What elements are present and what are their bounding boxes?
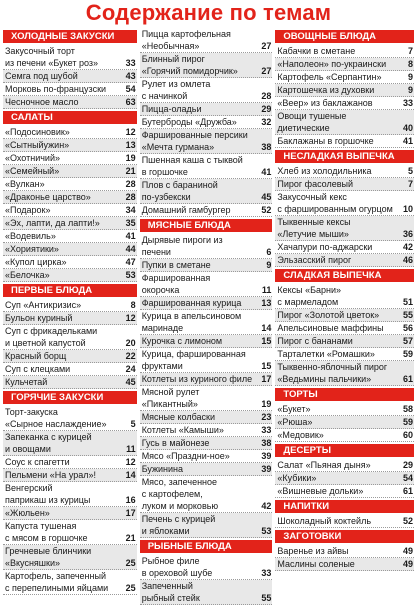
entry-title: Хачапури по-аджарски xyxy=(277,242,373,252)
contents-entry xyxy=(140,259,273,272)
entry-title: «Сытныйужин» xyxy=(5,140,70,150)
entry-title: «Хориятики» xyxy=(5,244,59,254)
entry-title: Бужинина xyxy=(141,464,184,474)
entry-page-number: 16 xyxy=(125,495,136,505)
entry-title: Котлеты из куриного филе xyxy=(141,374,253,384)
entry-title: Капуста тушеная с мясом в горшочке xyxy=(5,521,88,543)
entry-title: «Семейный» xyxy=(5,166,60,176)
contents-entry xyxy=(3,469,137,482)
entry-page-number: 49 xyxy=(402,546,413,556)
contents-entry xyxy=(3,269,137,282)
contents-entry xyxy=(275,515,414,528)
entry-page-number: 59 xyxy=(402,417,413,427)
entry-title: Гречневые блинчики «Вкусняшки» xyxy=(5,546,92,568)
entry-page-number: 28 xyxy=(125,179,136,189)
column-2 xyxy=(140,28,273,605)
contents-entry xyxy=(275,348,414,361)
contents-entry xyxy=(3,126,137,139)
contents-entry xyxy=(275,178,414,191)
entry-title: «Кубики» xyxy=(277,473,317,483)
entry-page-number: 11 xyxy=(126,444,136,454)
entry-page-number: 22 xyxy=(125,351,136,361)
entry-title: Тыквенные кексы «Летучие мыши» xyxy=(277,217,351,239)
entry-page-number: 24 xyxy=(125,364,136,374)
contents-entry xyxy=(275,254,414,267)
entry-title: «Букет» xyxy=(277,404,311,414)
entry-title: Кабачки в сметане xyxy=(277,46,356,56)
contents-entry xyxy=(3,204,137,217)
entry-title: Закусочный торт из печени «Букет роз» xyxy=(5,46,99,68)
entry-title: Мясо «Праздни-ное» xyxy=(141,451,230,461)
entry-title: Пельмени «На урал»! xyxy=(5,470,96,480)
entry-page-number: 11 xyxy=(261,285,272,295)
entry-title: «Купол цирка» xyxy=(5,257,67,267)
contents-entry xyxy=(140,348,273,373)
contents-entry xyxy=(3,165,137,178)
entry-page-number: 45 xyxy=(261,192,272,202)
entry-title: Суп с фрикадельками и цветной капустой xyxy=(5,326,98,348)
contents-entry xyxy=(3,570,137,595)
contents-entry xyxy=(3,139,137,152)
entry-page-number: 33 xyxy=(125,58,136,68)
contents-entry xyxy=(140,310,273,335)
entry-page-number: 47 xyxy=(125,257,136,267)
contents-entry xyxy=(275,472,414,485)
entry-page-number: 52 xyxy=(402,516,413,526)
contents-entry xyxy=(140,272,273,297)
contents-entry xyxy=(3,152,137,165)
contents-entry xyxy=(3,178,137,191)
entry-title: «Подарок» xyxy=(5,205,51,215)
entry-page-number: 20 xyxy=(125,338,136,348)
entry-title: Рулет из омлета с начинкой xyxy=(141,79,211,101)
entry-page-number: 52 xyxy=(261,205,272,215)
contents-entry xyxy=(3,350,137,363)
section-header: ХОЛОДНЫЕ ЗАКУСКИ xyxy=(3,30,137,43)
contents-entry xyxy=(140,335,273,348)
entry-title: Суп с клецками xyxy=(5,364,71,374)
entry-page-number: 44 xyxy=(125,244,136,254)
contents-entry xyxy=(3,545,137,570)
contents-entry xyxy=(3,256,137,269)
contents-entry xyxy=(140,28,273,53)
entry-title: Курица, фаршированная фруктами xyxy=(141,349,246,371)
entry-title: «Рюша» xyxy=(277,417,313,427)
contents-entry xyxy=(3,299,137,312)
contents-entry xyxy=(275,58,414,71)
entry-page-number: 28 xyxy=(125,192,136,202)
entry-page-number: 56 xyxy=(402,323,413,333)
section-header: ГОРЯЧИЕ ЗАКУСКИ xyxy=(3,391,137,404)
contents-entry xyxy=(3,363,137,376)
entry-title: Маслины соленые xyxy=(277,559,355,569)
entry-title: Мясной рулет «Пикантный» xyxy=(141,387,200,409)
entry-title: Запеканка с курицей и овощами xyxy=(5,432,92,454)
contents-entry xyxy=(3,217,137,230)
entry-title: Венгерский паприкаш из курицы xyxy=(5,483,91,505)
entry-page-number: 9 xyxy=(266,260,272,270)
entry-title: Котлеты «Камыши» xyxy=(141,425,224,435)
entry-title: Мясо, запеченное с картофелем, луком и морковью xyxy=(141,477,219,511)
entry-page-number: 33 xyxy=(261,568,272,578)
entry-title: Мясные колбаски xyxy=(141,412,216,422)
contents-entry xyxy=(3,376,137,389)
entry-page-number: 8 xyxy=(130,300,136,310)
entry-page-number: 13 xyxy=(261,298,272,308)
entry-title: Курица в апельсиновом маринаде xyxy=(141,311,242,333)
entry-page-number: 9 xyxy=(407,72,413,82)
entry-title: Гусь в майонезе xyxy=(141,438,210,448)
entry-page-number: 12 xyxy=(125,457,136,467)
contents-entry xyxy=(140,373,273,386)
entry-page-number: 21 xyxy=(125,166,136,176)
contents-entry xyxy=(140,103,273,116)
entry-page-number: 28 xyxy=(261,91,272,101)
entry-page-number: 10 xyxy=(402,204,413,214)
entry-title: «Подосиновик» xyxy=(5,127,70,137)
contents-entry xyxy=(140,78,273,103)
contents-entry xyxy=(3,45,137,70)
entry-page-number: 15 xyxy=(261,361,272,371)
entry-title: Хлеб из холодильника xyxy=(277,166,372,176)
entry-page-number: 40 xyxy=(402,123,413,133)
entry-page-number: 54 xyxy=(402,473,413,483)
entry-title: «Драконье царство» xyxy=(5,192,91,202)
contents-entry xyxy=(140,53,273,78)
entry-title: Домашний гамбургер xyxy=(141,205,231,215)
section-header: ПЕРВЫЕ БЛЮДА xyxy=(3,284,137,297)
entry-title: Тыквенно-яблочный пирог «Ведьмины пальчики» xyxy=(277,362,388,384)
contents-entry xyxy=(140,411,273,424)
entry-page-number: 43 xyxy=(125,71,136,81)
contents-entry xyxy=(275,361,414,386)
entry-title: Пирог «Золотой цветок» xyxy=(277,310,380,320)
contents-entry xyxy=(3,83,137,96)
entry-page-number: 59 xyxy=(402,349,413,359)
entry-page-number: 53 xyxy=(261,526,272,536)
entry-title: «Веер» из баклажанов xyxy=(277,98,373,108)
contents-entry xyxy=(3,482,137,507)
contents-entry xyxy=(275,284,414,309)
contents-entry xyxy=(275,97,414,110)
contents-entry xyxy=(275,191,414,216)
contents-entry xyxy=(3,431,137,456)
section-header: МЯСНЫЕ БЛЮДА xyxy=(140,219,273,232)
entry-page-number: 7 xyxy=(407,179,413,189)
section-header: НАПИТКИ xyxy=(275,500,414,513)
section-header: НЕСЛАДКАЯ ВЫПЕЧКА xyxy=(275,150,414,163)
column-3 xyxy=(275,28,414,605)
entry-title: Пицца-оладьи xyxy=(141,104,202,114)
entry-page-number: 29 xyxy=(402,460,413,470)
entry-title: Пупки в сметане xyxy=(141,260,211,270)
contents-entry xyxy=(140,476,273,513)
contents-entry xyxy=(140,234,273,259)
entry-page-number: 53 xyxy=(125,270,136,280)
contents-entry xyxy=(140,116,273,129)
entry-page-number: 5 xyxy=(130,419,136,429)
entry-page-number: 15 xyxy=(261,336,272,346)
contents-entry xyxy=(275,45,414,58)
entry-page-number: 9 xyxy=(407,85,413,95)
entry-title: Эльзасский пирог xyxy=(277,255,352,265)
entry-page-number: 39 xyxy=(261,464,272,474)
contents-entry xyxy=(275,71,414,84)
contents-entry xyxy=(3,70,137,83)
entry-title: Рыбное филе в ореховой шубе xyxy=(141,556,213,578)
contents-entry xyxy=(140,450,273,463)
entry-title: Картошечка из духовки xyxy=(277,85,375,95)
contents-entry xyxy=(275,241,414,254)
entry-page-number: 8 xyxy=(407,59,413,69)
entry-title: Овощи тушеные диетические xyxy=(277,111,347,133)
entry-page-number: 55 xyxy=(402,310,413,320)
entry-title: «Жюльен» xyxy=(5,508,50,518)
contents-entry xyxy=(275,135,414,148)
contents-entry xyxy=(275,485,414,498)
entry-page-number: 21 xyxy=(125,533,136,543)
contents-entry xyxy=(3,507,137,520)
entry-title: Закусочный кекс с фаршированным огурцом xyxy=(277,192,393,214)
entry-page-number: 5 xyxy=(407,166,413,176)
entry-title: «Медовик» xyxy=(277,430,324,440)
contents-entry xyxy=(275,403,414,416)
entry-page-number: 38 xyxy=(261,438,272,448)
contents-entry xyxy=(275,309,414,322)
entry-page-number: 54 xyxy=(125,84,136,94)
entry-title: Шоколадный коктейль xyxy=(277,516,372,526)
contents-entry xyxy=(3,312,137,325)
entry-page-number: 45 xyxy=(125,377,136,387)
section-header: ТОРТЫ xyxy=(275,388,414,401)
contents-columns xyxy=(3,28,414,605)
entry-title: Варенье из айвы xyxy=(277,546,349,556)
entry-page-number: 55 xyxy=(261,593,272,603)
entry-page-number: 14 xyxy=(261,323,272,333)
entry-title: Тарталетки «Ромашки» xyxy=(277,349,375,359)
section-header: СЛАДКАЯ ВЫПЕЧКА xyxy=(275,269,414,282)
contents-entry xyxy=(3,191,137,204)
entry-title: Пшенная каша с тыквой в горшочке xyxy=(141,155,243,177)
entry-title: Салат «Пьяная дыня» xyxy=(277,460,371,470)
contents-entry xyxy=(140,437,273,450)
entry-page-number: 38 xyxy=(261,142,272,152)
entry-title: Фаршированные персики «Мечта гурмана» xyxy=(141,130,248,152)
entry-page-number: 61 xyxy=(402,374,413,384)
page-title: Содержание по темам xyxy=(85,0,332,25)
entry-title: Кульчетай xyxy=(5,377,48,387)
entry-title: Апельсиновые маффины xyxy=(277,323,384,333)
entry-title: Бульон куриный xyxy=(5,313,73,323)
entry-title: Блинный пирог «Горячий помидорчик» xyxy=(141,54,238,76)
contents-entry xyxy=(3,406,137,431)
entry-title: Суп «Антикризис» xyxy=(5,300,82,310)
section-header: ДЕСЕРТЫ xyxy=(275,444,414,457)
contents-entry xyxy=(140,580,273,605)
contents-entry xyxy=(275,216,414,241)
entry-page-number: 7 xyxy=(407,46,413,56)
entry-page-number: 39 xyxy=(261,451,272,461)
entry-page-number: 33 xyxy=(261,425,272,435)
entry-title: Чесночное масло xyxy=(5,97,79,107)
entry-title: «Эх, лапти, да лапти!» xyxy=(5,218,100,228)
entry-title: Пирог фасолевый xyxy=(277,179,354,189)
entry-page-number: 19 xyxy=(125,153,136,163)
entry-title: Картофель «Серпантин» xyxy=(277,72,382,82)
contents-entry xyxy=(3,325,137,350)
entry-page-number: 34 xyxy=(125,205,136,215)
contents-entry xyxy=(3,456,137,469)
contents-entry xyxy=(3,243,137,256)
contents-entry xyxy=(140,424,273,437)
entry-title: «Охотничий» xyxy=(5,153,60,163)
entry-page-number: 63 xyxy=(125,97,136,107)
entry-page-number: 42 xyxy=(261,501,272,511)
entry-page-number: 27 xyxy=(261,66,272,76)
entry-title: Баклажаны в горшочке xyxy=(277,136,374,146)
entry-page-number: 41 xyxy=(261,167,272,177)
entry-page-number: 36 xyxy=(402,229,413,239)
entry-title: «Вулкан» xyxy=(5,179,45,189)
entry-title: Морковь по-французски xyxy=(5,84,107,94)
entry-page-number: 42 xyxy=(402,242,413,252)
contents-entry xyxy=(275,429,414,442)
section-header: ЗАГОТОВКИ xyxy=(275,530,414,543)
entry-title: «Водевиль» xyxy=(5,231,56,241)
contents-entry xyxy=(140,179,273,204)
entry-page-number: 17 xyxy=(125,508,136,518)
entry-page-number: 51 xyxy=(402,297,413,307)
entry-page-number: 35 xyxy=(125,218,136,228)
entry-title: Красный борщ xyxy=(5,351,67,361)
entry-page-number: 6 xyxy=(266,247,272,257)
contents-entry xyxy=(275,558,414,571)
entry-page-number: 58 xyxy=(402,404,413,414)
contents-entry xyxy=(140,513,273,538)
contents-entry xyxy=(275,416,414,429)
entry-page-number: 57 xyxy=(402,336,413,346)
contents-entry xyxy=(275,165,414,178)
entry-page-number: 25 xyxy=(125,558,136,568)
entry-title: Пицца картофельная «Необычная» xyxy=(141,29,231,51)
contents-entry xyxy=(275,335,414,348)
entry-page-number: 41 xyxy=(402,136,413,146)
contents-entry xyxy=(3,520,137,545)
entry-title: «Белочка» xyxy=(5,270,50,280)
entry-page-number: 17 xyxy=(261,374,272,384)
contents-entry xyxy=(275,110,414,135)
entry-page-number: 27 xyxy=(261,41,272,51)
entry-title: «Вишневые дольки» xyxy=(277,486,364,496)
entry-title: Соус к спагетти xyxy=(5,457,70,467)
entry-title: Курочка с лимоном xyxy=(141,336,223,346)
entry-title: Торт-закуска «Сырное наслаждение» xyxy=(5,407,107,429)
contents-entry xyxy=(140,154,273,179)
contents-entry xyxy=(140,204,273,217)
contents-entry xyxy=(3,230,137,243)
entry-page-number: 41 xyxy=(125,231,136,241)
entry-page-number: 49 xyxy=(402,559,413,569)
entry-title: Картофель, запеченный с перепелиными яйцами xyxy=(5,571,109,593)
entry-page-number: 19 xyxy=(261,399,272,409)
entry-title: Пирог с бананами xyxy=(277,336,353,346)
entry-title: Плов с бараниной по-узбекски xyxy=(141,180,218,202)
contents-entry xyxy=(3,96,137,109)
entry-page-number: 23 xyxy=(261,412,272,422)
contents-entry xyxy=(140,386,273,411)
contents-entry xyxy=(275,459,414,472)
contents-entry xyxy=(140,297,273,310)
entry-title: «Наполеон» по-украински xyxy=(277,59,387,69)
contents-entry xyxy=(275,545,414,558)
entry-title: Фаршированная окорочка xyxy=(141,273,211,295)
entry-page-number: 61 xyxy=(402,486,413,496)
entry-title: Семга под шубой xyxy=(5,71,78,81)
entry-page-number: 12 xyxy=(125,127,136,137)
section-header: САЛАТЫ xyxy=(3,111,137,124)
contents-entry xyxy=(140,463,273,476)
entry-page-number: 29 xyxy=(261,104,272,114)
contents-entry xyxy=(140,555,273,580)
entry-page-number: 33 xyxy=(402,98,413,108)
entry-title: Фаршированная курица xyxy=(141,298,242,308)
column-1 xyxy=(3,28,137,605)
entry-page-number: 46 xyxy=(402,255,413,265)
entry-page-number: 14 xyxy=(125,470,136,480)
entry-title: Кексы «Барни» с мармеладом xyxy=(277,285,342,307)
entry-page-number: 13 xyxy=(125,140,136,150)
contents-entry xyxy=(275,322,414,335)
entry-title: Дырявые пироги из печени xyxy=(141,235,223,257)
contents-entry xyxy=(275,84,414,97)
contents-entry xyxy=(140,129,273,154)
entry-page-number: 25 xyxy=(125,583,136,593)
entry-page-number: 60 xyxy=(402,430,413,440)
entry-page-number: 12 xyxy=(125,313,136,323)
entry-title: Запеченный рыбный стейк xyxy=(141,581,200,603)
entry-page-number: 32 xyxy=(261,117,272,127)
section-header: РЫБНЫЕ БЛЮДА xyxy=(140,540,273,553)
section-header: ОВОЩНЫЕ БЛЮДА xyxy=(275,30,414,43)
entry-title: Бутерброды «Дружба» xyxy=(141,117,237,127)
entry-title: Печень с курицей и яблоками xyxy=(141,514,216,536)
